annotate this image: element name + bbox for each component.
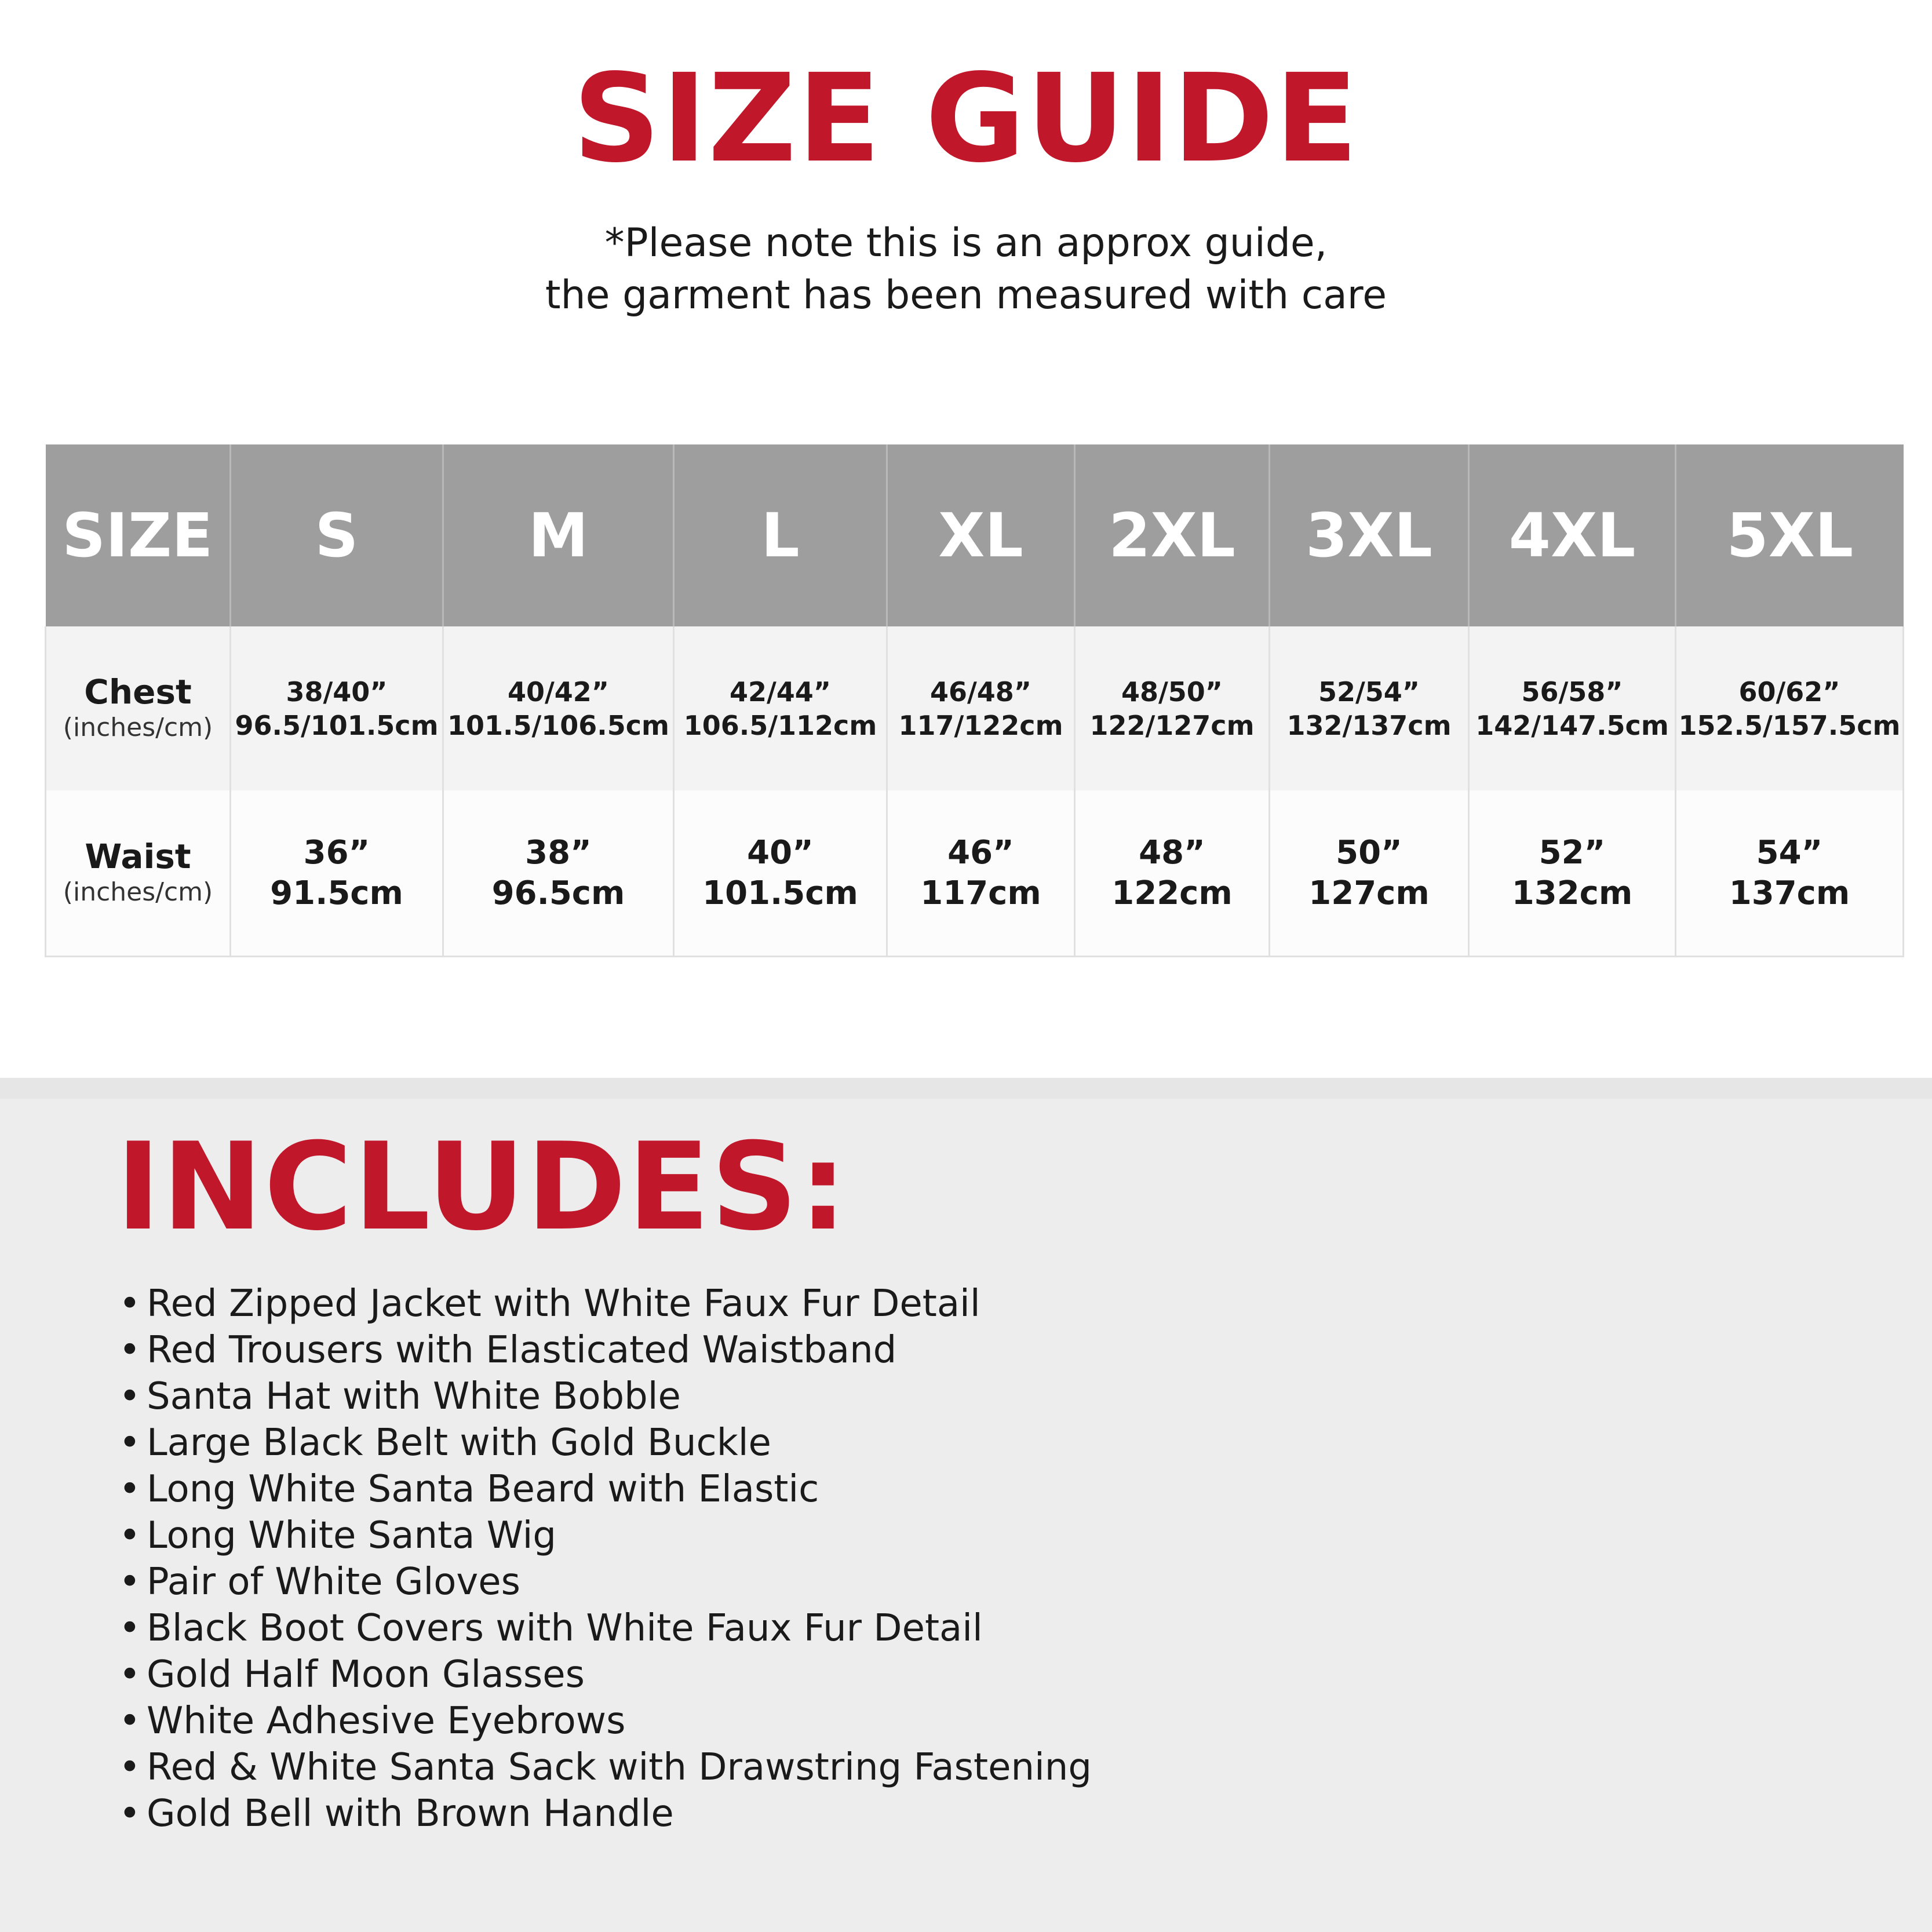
item-text: Gold Bell with Brown Handle (147, 1792, 674, 1835)
list-item (119, 1512, 1092, 1559)
waist-cm: 122cm (1111, 874, 1233, 912)
bullet-icon: • (119, 1746, 141, 1789)
chest-label: Chest (84, 672, 192, 712)
list-item (119, 1327, 1092, 1373)
bullet-icon: • (119, 1282, 141, 1325)
waist-inches: 46” (947, 833, 1014, 872)
bullet-icon: • (119, 1653, 141, 1696)
bullet-icon: • (119, 1792, 141, 1835)
item-text: Red & White Santa Sack with Drawstring Fastening (147, 1746, 1092, 1789)
chest-inches: 38/40” (286, 676, 388, 708)
list-item (119, 1652, 1092, 1698)
waist-cell (887, 790, 1075, 957)
list-item (119, 1605, 1092, 1652)
list-item (119, 1698, 1092, 1744)
item-text: Long White Santa Wig (147, 1514, 556, 1557)
waist-cm: 91.5cm (270, 874, 403, 912)
item-text: Red Trousers with Elasticated Waistband (147, 1329, 897, 1372)
waist-cm: 101.5cm (702, 874, 858, 912)
item-text: Black Boot Covers with White Faux Fur Detail (147, 1607, 983, 1650)
item-text: Long White Santa Beard with Elastic (147, 1468, 819, 1511)
bullet-icon: • (119, 1421, 141, 1464)
chest-cm: 142/147.5cm (1475, 709, 1669, 741)
chest-inches: 42/44” (729, 676, 832, 708)
item-text: Pair of White Gloves (147, 1561, 520, 1603)
chest-cm: 101.5/106.5cm (447, 709, 669, 741)
header-size: SIZE (46, 444, 231, 626)
chest-row (46, 626, 1904, 790)
chest-cm: 132/137cm (1286, 709, 1452, 741)
waist-cm: 132cm (1511, 874, 1633, 912)
waist-inches: 36” (303, 833, 370, 872)
waist-cell (1676, 790, 1904, 957)
row-label-waist (46, 790, 231, 957)
list-item (119, 1744, 1092, 1791)
waist-inches: 50” (1336, 833, 1402, 872)
waist-inches: 48” (1139, 833, 1205, 872)
chest-cell (231, 626, 443, 790)
size-table (45, 444, 1904, 957)
row-label-chest (46, 626, 231, 790)
chest-cell (443, 626, 674, 790)
note-line-1: *Please note this is an approx guide, (604, 220, 1328, 266)
waist-cell (1270, 790, 1469, 957)
approx-note (0, 217, 1932, 322)
size-header-row (46, 444, 1904, 626)
waist-cell (443, 790, 674, 957)
chest-inches: 60/62” (1738, 676, 1840, 708)
waist-cm: 127cm (1308, 874, 1430, 912)
chest-cm: 96.5/101.5cm (235, 709, 439, 741)
note-line-2: the garment has been measured with care (545, 272, 1387, 318)
bullet-icon: • (119, 1329, 141, 1372)
waist-inches: 52” (1539, 833, 1606, 872)
waist-cm: 96.5cm (491, 874, 625, 912)
list-item (119, 1281, 1092, 1327)
item-text: White Adhesive Eyebrows (147, 1700, 626, 1743)
chest-cell (887, 626, 1075, 790)
header-s: S (231, 444, 443, 626)
list-item (119, 1373, 1092, 1420)
waist-label: Waist (85, 836, 191, 876)
chest-inches: 48/50” (1121, 676, 1223, 708)
header-l: L (674, 444, 887, 626)
chest-cm: 152.5/157.5cm (1678, 709, 1901, 741)
item-text: Red Zipped Jacket with White Faux Fur Detail (147, 1282, 980, 1325)
list-item (119, 1791, 1092, 1837)
waist-cm: 137cm (1729, 874, 1850, 912)
includes-title: INCLUDES: (116, 1117, 848, 1257)
waist-cell (1075, 790, 1270, 957)
header-xl: XL (887, 444, 1075, 626)
waist-cell (674, 790, 887, 957)
list-item (119, 1559, 1092, 1605)
waist-cm: 117cm (920, 874, 1041, 912)
bullet-icon: • (119, 1375, 141, 1418)
header-m: M (443, 444, 674, 626)
bullet-icon: • (119, 1561, 141, 1603)
list-item (119, 1466, 1092, 1512)
chest-cell (674, 626, 887, 790)
bullet-icon: • (119, 1468, 141, 1511)
chest-cm: 122/127cm (1089, 709, 1255, 741)
chest-inches: 46/48” (929, 676, 1032, 708)
bullet-icon: • (119, 1700, 141, 1743)
waist-cell (231, 790, 443, 957)
chest-cm: 106.5/112cm (683, 709, 877, 741)
waist-cell (1469, 790, 1676, 957)
chest-cell (1270, 626, 1469, 790)
header-3xl: 3XL (1270, 444, 1469, 626)
page-title: SIZE GUIDE (573, 48, 1359, 189)
chest-cm: 117/122cm (898, 709, 1063, 741)
chest-inches: 40/42” (507, 676, 610, 708)
header-2xl: 2XL (1075, 444, 1270, 626)
header-5xl: 5XL (1676, 444, 1904, 626)
waist-inches: 38” (525, 833, 592, 872)
chest-inches: 52/54” (1318, 676, 1420, 708)
chest-unit: (inches/cm) (63, 712, 213, 742)
item-text: Gold Half Moon Glasses (147, 1653, 585, 1696)
chest-cell (1676, 626, 1904, 790)
header-4xl: 4XL (1469, 444, 1676, 626)
list-item (119, 1420, 1092, 1466)
waist-inches: 54” (1756, 833, 1823, 872)
chest-cell (1469, 626, 1676, 790)
bullet-icon: • (119, 1607, 141, 1650)
chest-cell (1075, 626, 1270, 790)
waist-inches: 40” (747, 833, 814, 872)
item-text: Large Black Belt with Gold Buckle (147, 1421, 771, 1464)
item-text: Santa Hat with White Bobble (147, 1375, 681, 1418)
bullet-icon: • (119, 1514, 141, 1557)
includes-list (119, 1281, 1092, 1837)
waist-unit: (inches/cm) (63, 877, 213, 907)
waist-row (46, 790, 1904, 957)
chest-inches: 56/58” (1521, 676, 1623, 708)
